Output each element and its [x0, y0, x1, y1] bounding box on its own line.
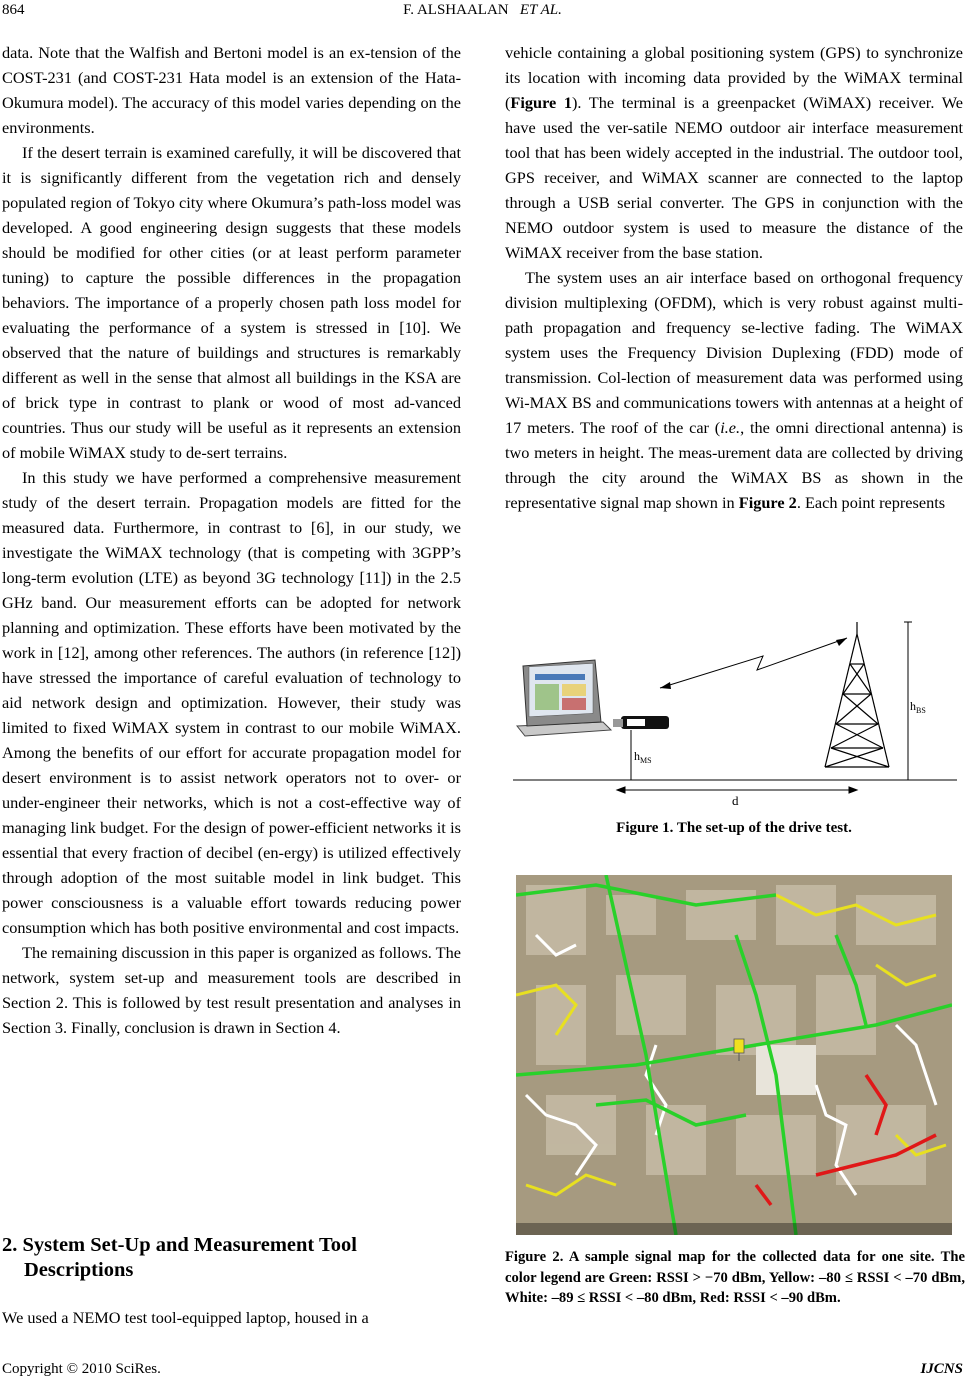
header-authors: F. ALSHAALAN — [403, 2, 509, 18]
rp2-text-b: , the omni directional antenna) is two meters in height. The meas-urement data are collected by driving through the city around the WiMAX BS as shown in the representative signal map shown in — [505, 418, 963, 512]
page-number: 864 — [2, 2, 25, 18]
rp2-text-a: The system uses an air interface based on orthogonal frequency division multiplexing (OFDM), which is very robust against multi-path propagation and frequency se-lective fading. The WiMAX system uses the Frequency Division Duplexing (FDD) mode of transmission. Col-lection of measurement data was performed using Wi-MAX BS and communications towers with antennas at a height of 17 meters. The roof of the car ( — [505, 268, 963, 437]
usb-dongle-icon — [613, 716, 669, 729]
hbs-label: $h_{BS}$ — [910, 699, 926, 715]
base-station-tower-icon — [825, 622, 889, 767]
left-paragraph-4: The remaining discussion in this paper is organized as follows. The network, system set-up and measurement tools are described in Section 2. This is followed by test result presentation and analyses in Section 3. Finally, conclusion is drawn in Section 4. — [2, 943, 461, 1037]
left-paragraph-1: data. Note that the Walfish and Bertoni model is an ex-tension of the COST-231 (and COST-231 Hata model is an extension of the Hata-Okumura model). The accuracy of this model varies depending on the environments. — [2, 43, 461, 137]
footer-copyright: Copyright © 2010 SciRes. — [2, 1361, 161, 1377]
laptop-icon — [517, 660, 611, 736]
map-status-bar — [516, 1223, 952, 1235]
section-heading-line2: Descriptions — [24, 1259, 134, 1281]
radio-link-arrow — [660, 638, 847, 689]
rp1-text-b: ). The terminal is a greenpacket (WiMAX) receiver. We have used the ver-satile NEMO outdoor air interface measurement tool that has been widely accepted in the industrial. The outdoor tool, GPS receiver, and WiMAX scanner are connected to the laptop through a USB serial converter. The GPS in conjunction with the NEMO outdoor system is used to measure the distance of the WiMAX receiver from the base station. — [505, 93, 963, 262]
rp2-text-c: . Each point represents — [796, 493, 946, 512]
hms-label: $h_{MS}$ — [634, 749, 652, 765]
footer-journal: IJCNS — [920, 1361, 963, 1377]
figure2-signal-map — [516, 875, 952, 1235]
figure2-ref: Figure 2 — [738, 493, 797, 512]
figure1-caption: Figure 1. The set-up of the drive test. — [616, 820, 852, 836]
left-column — [2, 40, 461, 1040]
rp1-text-a: vehicle containing a global positioning system (GPS) to synchronize its location with incoming data provided by the WiMAX terminal ( — [505, 43, 963, 112]
right-paragraph-2 — [505, 265, 963, 515]
header-et-al: ET AL. — [519, 2, 562, 18]
figure1-ref: Figure 1 — [510, 93, 572, 112]
ie-abbrev: i.e. — [720, 418, 741, 437]
right-paragraph-1 — [505, 40, 963, 265]
running-header — [0, 2, 965, 19]
right-column — [505, 40, 963, 515]
section-paragraph: We used a NEMO test tool-equipped laptop, housed in a — [2, 1308, 369, 1327]
distance-label: d — [732, 793, 739, 808]
figure1-drive-test-diagram — [505, 612, 965, 812]
section-heading — [2, 1233, 461, 1283]
section-heading-line1: 2. System Set-Up and Measurement Tool — [2, 1234, 357, 1256]
figure2-caption: Figure 2. A sample signal map for the collected data for one site. The color legend are Green: RSSI > −70 dBm, Yellow: –80 ≤ RSSI < –70 dBm, White: –89 ≤ RSSI < –80 dBm, Red: RSSI < –90 dBm. — [505, 1249, 965, 1306]
large-building — [756, 1045, 816, 1095]
left-paragraph-3: In this study we have performed a comprehensive measurement study of the desert terrain. Propagation models are fitted for the measured data. Furthermore, in contrast to [6], in our study, we investigate the WiMAX technology (that is competing with 3GPP’s long-term evolution (LTE) as beyond 3G technology [11]) in the 2.5 GHz band. Our measurement efforts can be adopted for network planning and optimization. These efforts have been motivated by the work in [12], among other references. The authors (in reference [12]) have stressed the importance of careful evaluation of technology to aid network design and optimization. However, their study was limited to fixed WiMAX system in contrast to our mobile WiMAX. Among the benefits of our effort for accurate propagation model for desert environment is to assist network operators not to over- or under-engineer their networks, which is not a cost-effective way of managing link budget. For the design of power-efficient networks it is essential that every fraction of decibel (en-ergy) is utilized effectively through adoption of the most suitable model in link budget. This power consciousness is a valuable effort towards reducing power consumption which has both positive environmental and cost impacts. — [2, 468, 461, 937]
left-paragraph-2: If the desert terrain is examined carefully, it will be discovered that it is significantly different from the vegetation rich and densely populated region of Tokyo city where Okumura’s path-loss model was developed. A good engineering design suggests that these models should be modified for other cities (or at least perform parameter tuning) to capture the possible differences in the propagation behaviors. The importance of a properly chosen path loss model for evaluating the performance of a system is stressed in [10]. We observed that the nature of buildings and structures is remarkably different as well in the sense that almost all buildings in the KSA are of brick type in contrast to plank or wood of most ad-vanced countries. Thus our study will be useful as it represents an extension of mobile WiMAX study to de-sert terrains. — [2, 143, 461, 462]
